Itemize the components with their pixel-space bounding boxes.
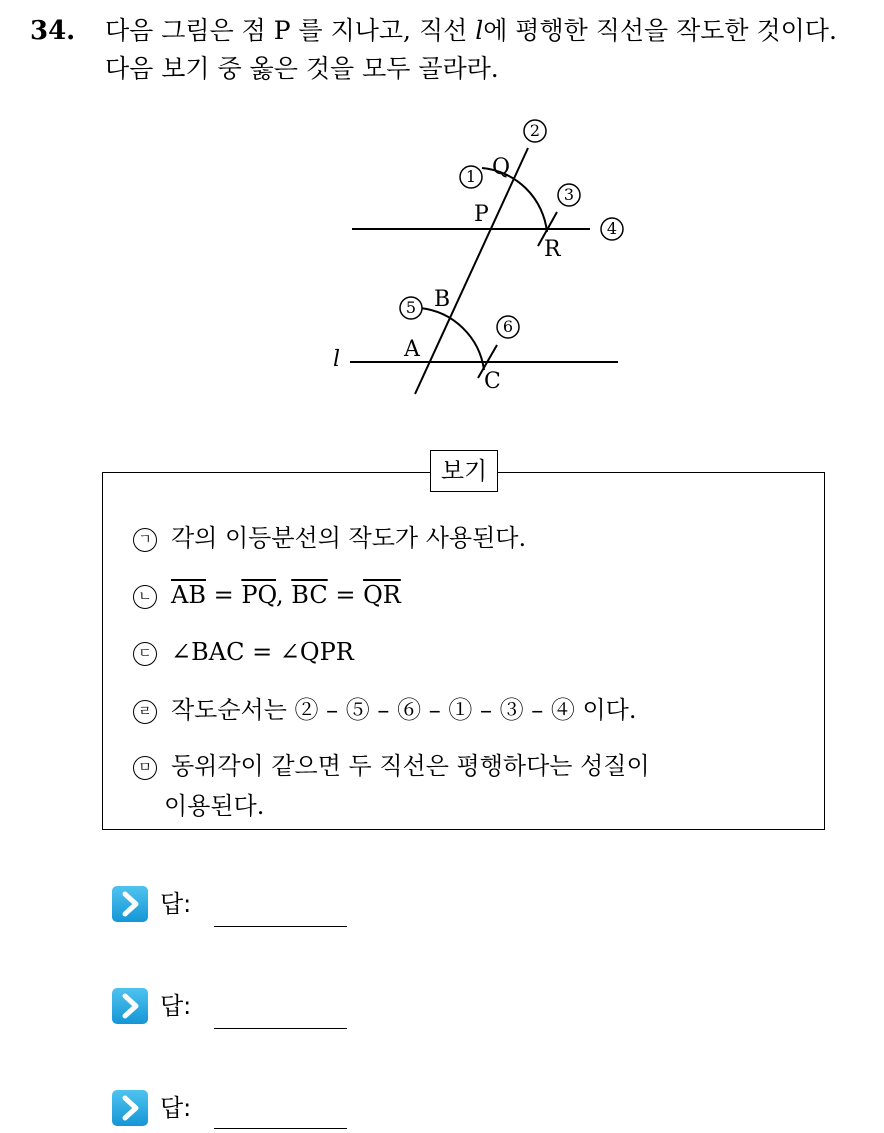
choice-marker-1: ㄱ	[133, 528, 157, 552]
svg-text:6: 6	[502, 317, 514, 336]
step-mark-6	[497, 316, 519, 338]
choice-marker-3: ㄷ	[133, 642, 157, 666]
answer-label: 답:	[160, 890, 192, 918]
chevron-right-icon	[112, 1090, 148, 1126]
answer-blank[interactable]	[214, 1128, 347, 1129]
chevron-right-icon	[112, 886, 148, 922]
choice-item-5: ㅁ 동위각이 같으면 두 직선은 평행하다는 성질이	[133, 750, 650, 782]
choices-box-title: 보기	[430, 450, 498, 492]
question-text-line1: 다음 그림은 점 P 를 지나고, 직선 l에 평행한 직선을 작도한 것이다.	[105, 16, 837, 45]
label-B: B	[434, 287, 451, 312]
answer-label: 답:	[160, 1094, 192, 1122]
svg-text:4: 4	[606, 219, 618, 238]
svg-text:2: 2	[529, 121, 541, 140]
step-mark-4	[601, 218, 623, 240]
svg-text:1: 1	[465, 167, 477, 186]
choice-item-4: ㄹ 작도순서는 ② – ⑤ – ⑥ – ① – ③ – ④ 이다.	[133, 694, 636, 726]
svg-text:5: 5	[405, 298, 417, 317]
label-l: l	[333, 347, 341, 372]
choice-marker-2: ㄴ	[133, 585, 157, 609]
choice-item-5-continued: 이용된다.	[164, 792, 265, 820]
label-C: C	[484, 369, 501, 394]
step-mark-2	[524, 120, 546, 142]
answer-label: 답:	[160, 992, 192, 1020]
label-R: R	[544, 237, 561, 262]
label-P: P	[474, 202, 489, 227]
step-mark-3	[558, 184, 580, 206]
svg-text:3: 3	[563, 185, 575, 204]
choice-marker-4: ㄹ	[133, 700, 157, 724]
label-A: A	[404, 337, 420, 362]
choice-item-2: ㄴ $\overline{AB} = \overline{PQ}$, $\overline{BC} = \overline{QR}$	[133, 579, 401, 611]
question-number: 34.	[30, 16, 76, 46]
choice-item-1: ㄱ 각의 이등분선의 작도가 사용된다.	[133, 522, 526, 554]
choice-item-3: ㄷ ∠BAC = ∠QPR	[133, 636, 354, 668]
answer-blank[interactable]	[214, 1028, 347, 1029]
question-text-line2: 다음 보기 중 옳은 것을 모두 골라라.	[105, 54, 499, 83]
construction-figure	[0, 0, 884, 430]
answer-blank[interactable]	[214, 926, 347, 927]
step-mark-5	[400, 297, 422, 319]
label-Q: Q	[492, 155, 511, 180]
choice-marker-5: ㅁ	[133, 756, 157, 780]
chevron-right-icon	[112, 988, 148, 1024]
step-mark-1	[460, 166, 482, 188]
